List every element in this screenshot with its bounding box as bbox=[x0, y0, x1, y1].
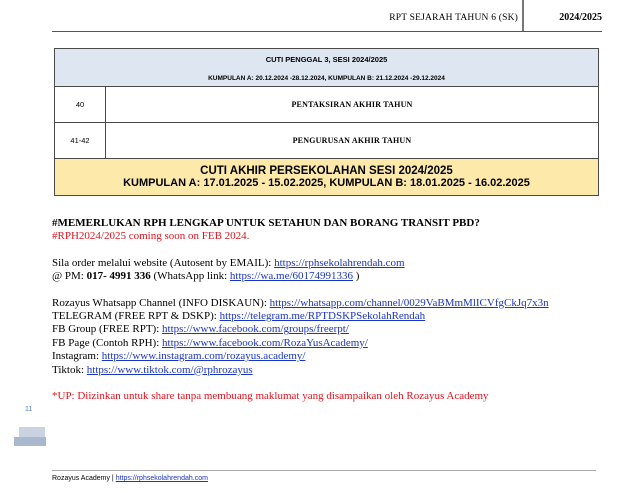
table-row bbox=[55, 87, 599, 123]
term-break-row bbox=[55, 49, 599, 87]
year-end-break-row bbox=[55, 159, 599, 196]
table-row bbox=[55, 123, 599, 159]
year-end-break-title: CUTI AKHIR PERSEKOLAHAN SESI 2024/2025 bbox=[200, 165, 453, 177]
pm-line bbox=[52, 270, 612, 283]
header-divider bbox=[522, 0, 524, 31]
wa-channel-label: Rozayus Whatsapp Channel (INFO DISKAUN): bbox=[52, 296, 270, 309]
wa-channel-link[interactable]: https://whatsapp.com/channel/0029VaBMmMlICVfgCkJq7x3n bbox=[269, 296, 549, 309]
pm-number: 017- 4991 336 bbox=[86, 270, 151, 283]
week-cell: 40 bbox=[55, 87, 106, 123]
tiktok-link[interactable]: https://www.tiktok.com/@rphrozayus bbox=[86, 363, 253, 376]
instagram-line bbox=[52, 350, 612, 363]
whatsapp-link[interactable]: https://wa.me/60174991336 bbox=[229, 270, 354, 283]
footer-link[interactable]: https://rphsekolahrendah.com bbox=[115, 475, 208, 482]
schedule-table bbox=[54, 48, 599, 196]
description-cell: PENTAKSIRAN AKHIR TAHUN bbox=[106, 87, 599, 123]
page-header bbox=[0, 0, 638, 32]
tiktok-label: Tiktok: bbox=[52, 363, 87, 376]
term-break-cell bbox=[55, 49, 599, 87]
term-break-title: CUTI PENGGAL 3, SESI 2024/2025 bbox=[265, 55, 388, 64]
pm-whatsapp-label: (WhatsApp link: bbox=[150, 270, 230, 283]
fb-group-label: FB Group (FREE RPT): bbox=[52, 323, 163, 336]
document-title: RPT SEJARAH TAHUN 6 (SK) bbox=[389, 13, 518, 23]
instagram-link[interactable]: https://www.instagram.com/rozayus.academy/ bbox=[101, 350, 306, 363]
fb-page-link[interactable]: https://www.facebook.com/RozaYusAcademy/ bbox=[162, 336, 368, 349]
order-label: Sila order melalui website (Autosent by EMAIL): bbox=[52, 256, 275, 269]
fb-page-line bbox=[52, 337, 612, 350]
footer-rule bbox=[52, 470, 596, 471]
fb-group-link[interactable]: https://www.facebook.com/groups/freerpt/ bbox=[162, 323, 349, 336]
fb-group-line bbox=[52, 323, 612, 336]
page-footer bbox=[52, 475, 208, 482]
share-notice: *UP: Diizinkan untuk share tanpa membuang maklumat yang disampaikan oleh Rozayus Academy bbox=[52, 390, 489, 403]
promo-headline: #MEMERLUKAN RPH LENGKAP UNTUK SETAHUN DAN BORANG TRANSIT PBD? bbox=[52, 217, 480, 229]
description-cell: PENGURUSAN AKHIR TAHUN bbox=[106, 123, 599, 159]
telegram-line bbox=[52, 310, 612, 323]
order-line bbox=[52, 257, 612, 270]
page-number: 11 bbox=[25, 406, 33, 413]
telegram-link[interactable]: https://telegram.me/RPTDSKPSekolahRendah bbox=[219, 310, 426, 323]
footer-brand: Rozayus Academy bbox=[52, 475, 110, 482]
tiktok-line bbox=[52, 364, 612, 377]
year-end-break-groups: KUMPULAN A: 17.01.2025 - 15.02.2025, KUMPULAN B: 18.01.2025 - 16.02.2025 bbox=[123, 177, 530, 189]
pm-label: @ PM: bbox=[52, 270, 87, 283]
document-year: 2024/2025 bbox=[559, 12, 602, 23]
week-cell: 41-42 bbox=[55, 123, 106, 159]
header-rule bbox=[52, 31, 602, 32]
fb-page-label: FB Page (Contoh RPH): bbox=[52, 336, 163, 349]
instagram-label: Instagram: bbox=[52, 350, 102, 363]
page-tab-decoration-base bbox=[14, 437, 46, 446]
term-break-groups: KUMPULAN A: 20.12.2024 -28.12.2024, KUMPULAN B: 21.12.2024 -29.12.2024 bbox=[208, 75, 445, 82]
promo-section bbox=[52, 217, 612, 403]
coming-soon-note: #RPH2024/2025 coming soon on FEB 2024. bbox=[52, 230, 250, 243]
telegram-label: TELEGRAM (FREE RPT & DSKP): bbox=[52, 310, 220, 323]
order-link[interactable]: https://rphsekolahrendah.com bbox=[274, 256, 405, 269]
footer-separator: | bbox=[109, 475, 116, 482]
pm-close: ) bbox=[353, 270, 360, 283]
wa-channel-line bbox=[52, 297, 612, 310]
year-end-break-cell bbox=[55, 159, 599, 196]
